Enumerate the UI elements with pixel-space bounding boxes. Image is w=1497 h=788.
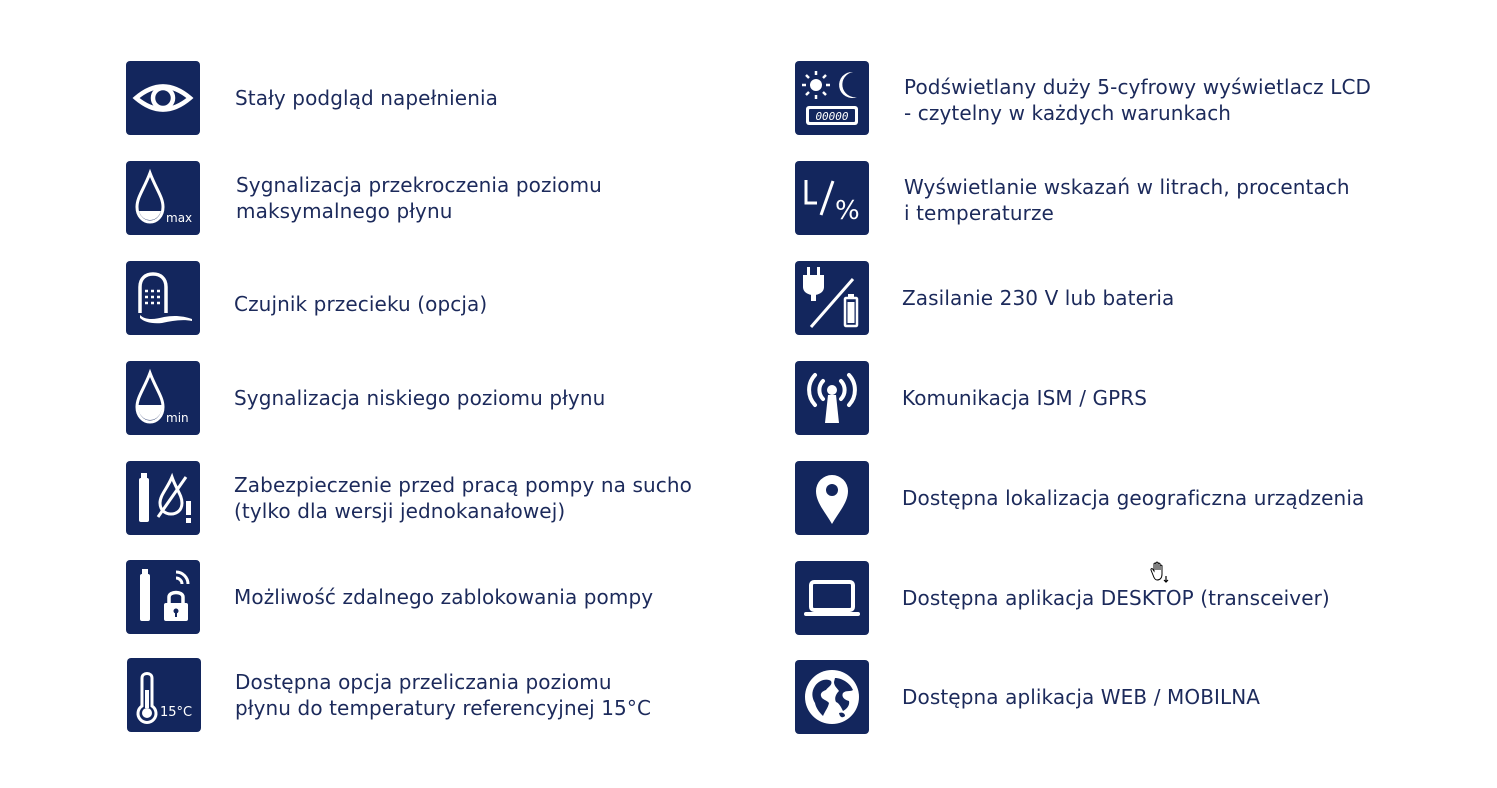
feature-label: Sygnalizacja przekroczenia poziomu maksymalnego płynu bbox=[236, 173, 602, 223]
drop-min-icon bbox=[126, 361, 200, 435]
feature-lcd-display bbox=[795, 61, 1371, 135]
lcd-display-icon bbox=[795, 61, 869, 135]
feature-label: Komunikacja ISM / GPRS bbox=[902, 386, 1148, 410]
feature-label: Zasilanie 230 V lub bateria bbox=[902, 286, 1175, 310]
svg-text:min: min bbox=[166, 411, 189, 425]
feature-web-mobile-app bbox=[795, 660, 1260, 734]
svg-text:00000: 00000 bbox=[815, 110, 849, 123]
feature-desktop-app bbox=[795, 561, 1330, 635]
feature-label: Podświetlany duży 5-cyfrowy wyświetlacz LCD - czytelny w każdych warunkach bbox=[904, 75, 1372, 125]
dry-run-protection-icon bbox=[126, 461, 200, 535]
hand-cursor-icon bbox=[1147, 561, 1171, 583]
feature-label: Wyświetlanie wskazań w litrach, procentach i temperaturze bbox=[904, 175, 1350, 225]
antenna-icon bbox=[795, 361, 869, 435]
feature-dry-run bbox=[126, 461, 692, 535]
remote-lock-icon bbox=[126, 560, 200, 634]
feature-geolocation bbox=[795, 461, 1364, 535]
location-pin-icon bbox=[795, 461, 869, 535]
feature-label: Dostępna aplikacja WEB / MOBILNA bbox=[902, 685, 1261, 709]
feature-communication bbox=[795, 361, 1147, 435]
litre-percent-icon bbox=[795, 161, 869, 235]
feature-fill-preview bbox=[126, 61, 498, 135]
feature-temperature-conversion bbox=[127, 658, 651, 732]
feature-label: Możliwość zdalnego zablokowania pompy bbox=[234, 585, 654, 609]
feature-label: Czujnik przecieku (opcja) bbox=[234, 292, 488, 316]
svg-text:15°C: 15°C bbox=[160, 705, 193, 720]
globe-icon bbox=[795, 660, 869, 734]
feature-label: Dostępna opcja przeliczania poziomu płynu do temperatury referencyjnej 15°C bbox=[235, 670, 652, 720]
svg-text:%: % bbox=[835, 196, 860, 226]
plug-battery-icon bbox=[795, 261, 869, 335]
feature-units bbox=[795, 161, 1350, 235]
drop-max-icon bbox=[126, 161, 200, 235]
feature-power bbox=[795, 261, 1174, 335]
feature-label: Zabezpieczenie przed pracą pompy na sucho (tylko dla wersji jednokanałowej) bbox=[234, 473, 692, 523]
feature-label: Stały podgląd napełnienia bbox=[235, 86, 498, 110]
feature-min-level bbox=[126, 361, 605, 435]
laptop-icon bbox=[795, 561, 869, 635]
leak-sensor-icon bbox=[126, 261, 200, 335]
feature-label: Dostępna lokalizacja geograficzna urządzenia bbox=[902, 486, 1365, 510]
thermometer-icon bbox=[127, 658, 201, 732]
feature-max-level bbox=[126, 161, 602, 235]
feature-label: Sygnalizacja niskiego poziomu płynu bbox=[234, 386, 606, 410]
feature-label: Dostępna aplikacja DESKTOP (transceiver) bbox=[902, 586, 1330, 610]
eye-icon bbox=[126, 61, 200, 135]
feature-remote-lock bbox=[126, 560, 653, 634]
svg-text:max: max bbox=[166, 211, 193, 225]
feature-leak-sensor bbox=[126, 261, 487, 335]
